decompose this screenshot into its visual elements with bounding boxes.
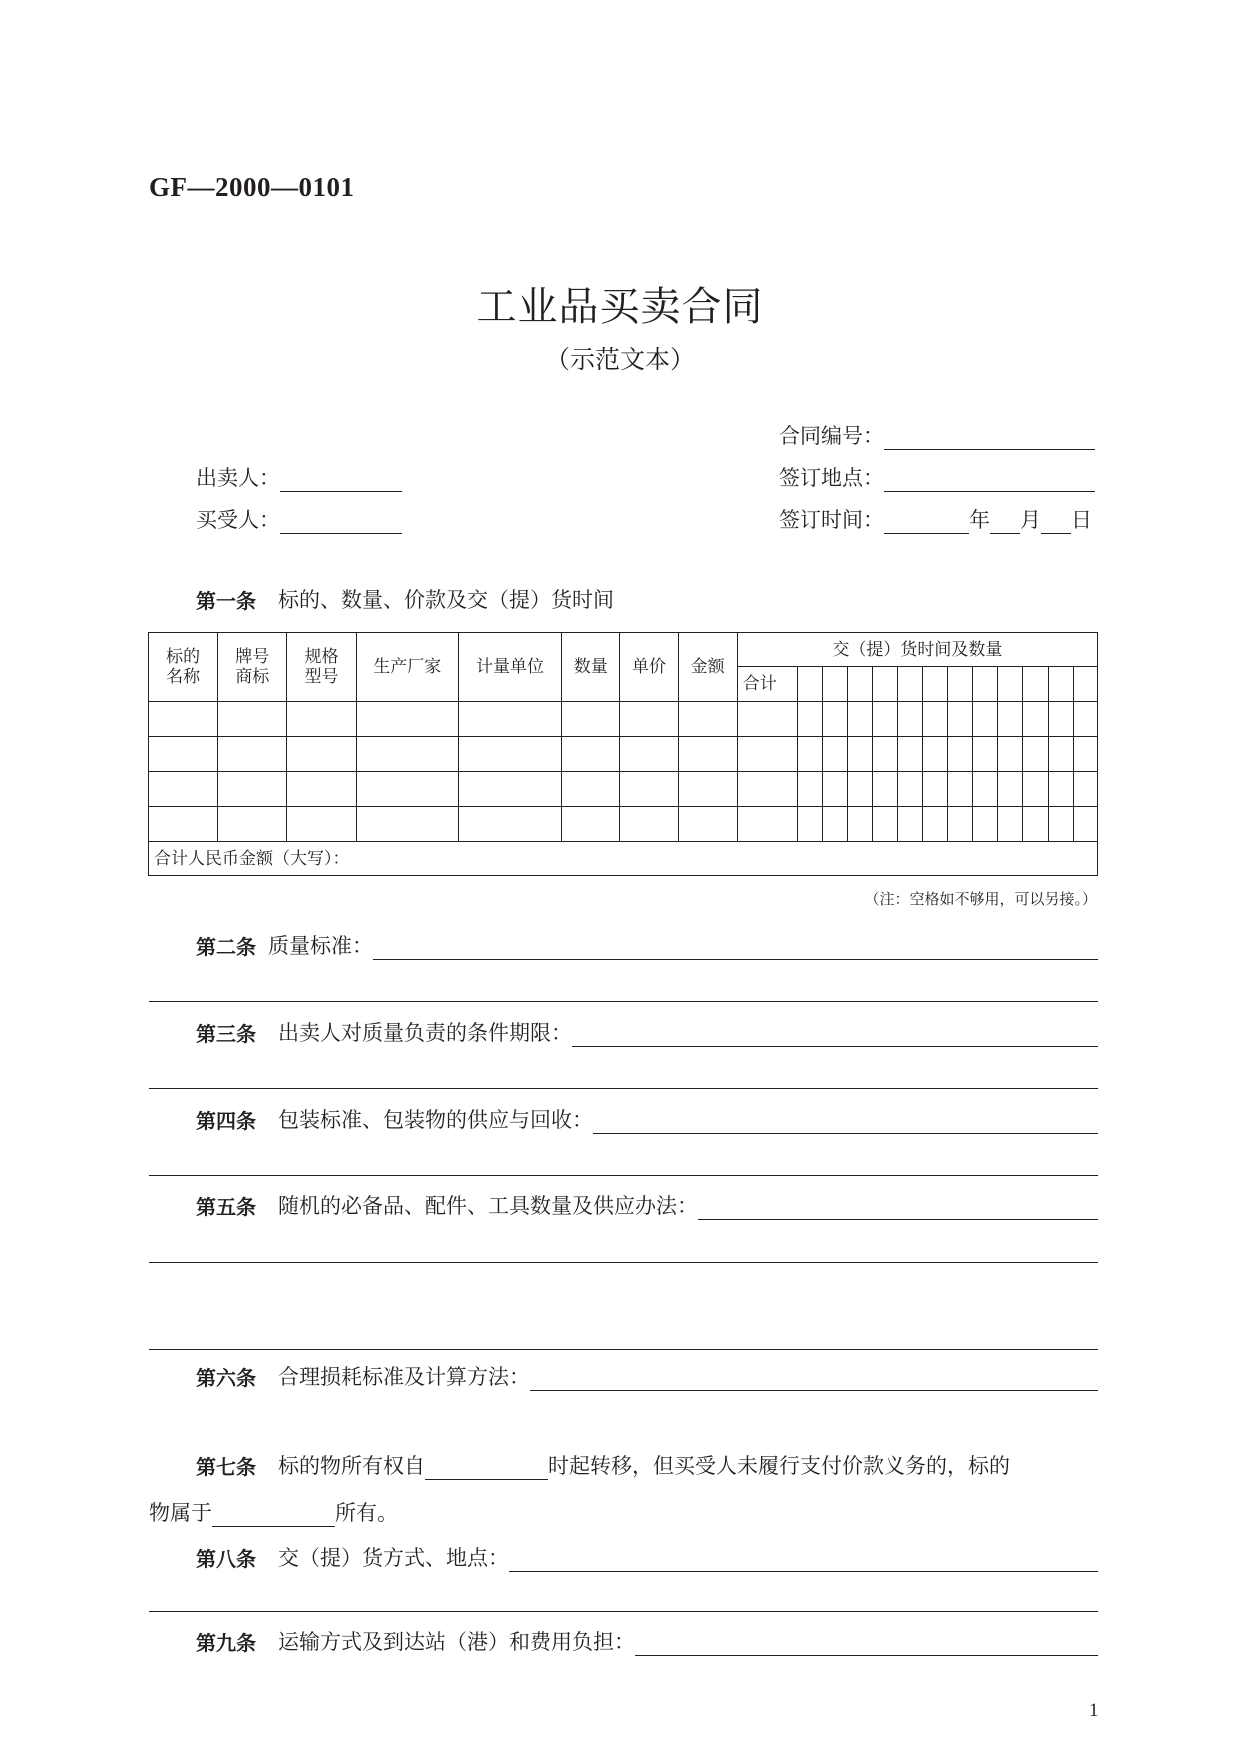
header-spec: 规格 型号 bbox=[287, 633, 356, 702]
header-amount: 金额 bbox=[678, 633, 737, 702]
sign-place-label: 签订地点： bbox=[779, 466, 884, 490]
header-delivery-total: 合计 bbox=[737, 667, 797, 702]
blank-line[interactable] bbox=[149, 1262, 1098, 1263]
table-row[interactable] bbox=[149, 772, 1098, 807]
article-1-text: 标的、数量、价款及交（提）货时间 bbox=[278, 588, 614, 612]
blank-line[interactable] bbox=[149, 1088, 1098, 1089]
article-5-blank[interactable] bbox=[698, 1195, 1098, 1220]
blank-line[interactable] bbox=[149, 1349, 1098, 1350]
header-unit: 计量单位 bbox=[458, 633, 561, 702]
total-rmb-row[interactable]: 合计人民币金额（大写）： bbox=[149, 842, 1098, 876]
article-3-number: 第三条 bbox=[196, 1022, 256, 1046]
year-label: 年 bbox=[969, 508, 990, 532]
article-6-blank[interactable] bbox=[530, 1366, 1098, 1391]
article-8-blank[interactable] bbox=[509, 1547, 1098, 1572]
article-6-text: 合理损耗标准及计算方法： bbox=[278, 1365, 530, 1389]
article-4-text: 包装标准、包装物的供应与回收： bbox=[278, 1108, 593, 1132]
table-row[interactable] bbox=[149, 702, 1098, 737]
blank-line[interactable] bbox=[149, 1611, 1098, 1612]
article-7-text-a: 标的物所有权自 bbox=[278, 1454, 425, 1478]
document-code: GF—2000—0101 bbox=[149, 172, 355, 202]
header-delivery: 交（提）货时间及数量 bbox=[737, 633, 1097, 667]
article-4-blank[interactable] bbox=[593, 1109, 1098, 1134]
article-3[interactable] bbox=[196, 1017, 1098, 1047]
article-9-blank[interactable] bbox=[635, 1631, 1098, 1656]
ownership-transfer-blank[interactable] bbox=[425, 1455, 548, 1480]
sign-place-blank[interactable] bbox=[884, 467, 1095, 492]
header-manufacturer: 生产厂家 bbox=[356, 633, 458, 702]
article-3-blank[interactable] bbox=[572, 1022, 1098, 1047]
table-note: （注：空格如不够用，可以另接。） bbox=[864, 890, 1097, 908]
article-7[interactable] bbox=[196, 1450, 1098, 1480]
seller-label: 出卖人： bbox=[196, 466, 280, 490]
article-7-continued[interactable] bbox=[149, 1497, 398, 1527]
article-2[interactable] bbox=[196, 930, 1098, 960]
article-1-number: 第一条 bbox=[196, 589, 256, 613]
month-blank[interactable] bbox=[990, 509, 1020, 534]
article-5[interactable] bbox=[196, 1190, 1098, 1220]
buyer-field[interactable] bbox=[196, 504, 402, 534]
table-row[interactable] bbox=[149, 807, 1098, 842]
article-9-number: 第九条 bbox=[196, 1631, 256, 1655]
sign-place-field[interactable] bbox=[779, 462, 1095, 492]
blank-line[interactable] bbox=[149, 1175, 1098, 1176]
article-6[interactable] bbox=[196, 1361, 1098, 1391]
buyer-blank[interactable] bbox=[280, 509, 402, 534]
document-title: 工业品买卖合同 bbox=[476, 284, 764, 330]
header-quantity: 数量 bbox=[562, 633, 620, 702]
article-7-text-d: 所有。 bbox=[335, 1501, 398, 1525]
sign-time-field[interactable] bbox=[779, 504, 1092, 534]
year-blank[interactable] bbox=[884, 509, 969, 534]
article-7-text-b: 时起转移，但买受人未履行支付价款义务的，标的 bbox=[548, 1454, 1010, 1478]
article-6-number: 第六条 bbox=[196, 1366, 256, 1390]
header-item-name: 标的 名称 bbox=[149, 633, 218, 702]
article-9[interactable] bbox=[196, 1626, 1098, 1656]
article-3-text: 出卖人对质量负责的条件期限： bbox=[278, 1021, 572, 1045]
table-row[interactable] bbox=[149, 737, 1098, 772]
article-1 bbox=[196, 584, 614, 614]
month-label: 月 bbox=[1020, 508, 1041, 532]
article-2-number: 第二条 bbox=[196, 935, 256, 959]
ownership-holder-blank[interactable] bbox=[212, 1502, 335, 1527]
document-subtitle: （示范文本） bbox=[544, 345, 695, 374]
contract-number-blank[interactable] bbox=[884, 425, 1095, 450]
article-2-blank[interactable] bbox=[373, 935, 1098, 960]
header-brand: 牌号 商标 bbox=[218, 633, 287, 702]
contract-number-label: 合同编号： bbox=[779, 424, 884, 448]
article-2-text: 质量标准： bbox=[268, 934, 373, 958]
blank-line[interactable] bbox=[149, 1001, 1098, 1002]
goods-table bbox=[148, 632, 1098, 876]
page-number: 1 bbox=[1089, 1700, 1099, 1721]
header-unit-price: 单价 bbox=[620, 633, 678, 702]
article-8[interactable] bbox=[196, 1542, 1098, 1572]
article-7-number: 第七条 bbox=[196, 1455, 256, 1479]
seller-field[interactable] bbox=[196, 462, 402, 492]
article-8-text: 交（提）货方式、地点： bbox=[278, 1546, 509, 1570]
article-8-number: 第八条 bbox=[196, 1547, 256, 1571]
article-7-text-c: 物属于 bbox=[149, 1501, 212, 1525]
contract-number-field[interactable] bbox=[779, 420, 1095, 450]
day-blank[interactable] bbox=[1041, 509, 1071, 534]
article-5-number: 第五条 bbox=[196, 1195, 256, 1219]
article-9-text: 运输方式及到达站（港）和费用负担： bbox=[278, 1630, 635, 1654]
sign-time-label: 签订时间： bbox=[779, 508, 884, 532]
day-label: 日 bbox=[1071, 508, 1092, 532]
article-4-number: 第四条 bbox=[196, 1109, 256, 1133]
article-4[interactable] bbox=[196, 1104, 1098, 1134]
seller-blank[interactable] bbox=[280, 467, 402, 492]
article-5-text: 随机的必备品、配件、工具数量及供应办法： bbox=[278, 1194, 698, 1218]
buyer-label: 买受人： bbox=[196, 508, 280, 532]
